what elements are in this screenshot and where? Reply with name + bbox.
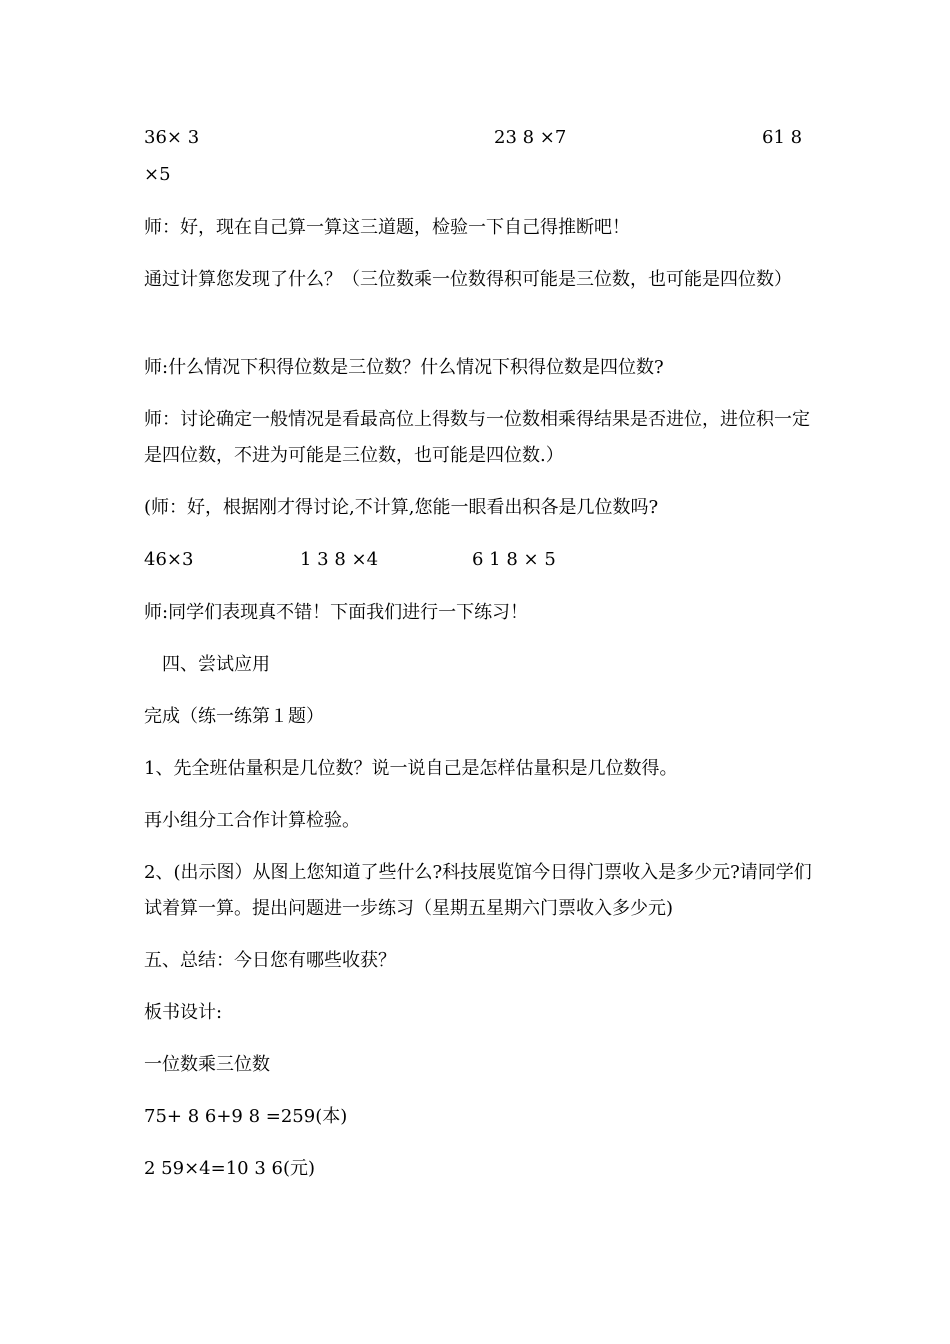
paragraph-item-2: 2、(出示图）从图上您知道了些什么?科技展览馆今日得门票收入是多少元?请同学们试着算一算。提出问题进一步练习（星期五星期六门票收入多少元) (144, 862, 812, 919)
paragraph-discussion: 师：讨论确定一般情况是看最高位上得数与一位数相乘得结果是否进位，进位积一定是四位数，不进为可能是三位数，也可能是四位数.） (144, 409, 810, 466)
section-heading-summary: 五、总结：今日您有哪些收获？ (144, 950, 396, 971)
paragraph-teacher-question: 师:什么情况下积得位数是三位数？什么情况下积得位数是四位数? (144, 357, 664, 378)
paragraph-discovery: 通过计算您发现了什么？（三位数乘一位数得积可能是三位数，也可能是四位数） (144, 269, 792, 290)
board-title: 一位数乘三位数 (144, 1054, 270, 1075)
expr-36x3: 36× 3 (144, 127, 200, 148)
board-equation-yuan: 2 59×4=10 3 6(元) (144, 1158, 315, 1179)
expr-138x4: 1 3 8 ×4 (300, 549, 379, 570)
paragraph-teacher-check: 师：好，现在自己算一算这三道题，检验一下自己得推断吧！ (144, 217, 630, 238)
expr-618x5: 6 1 8 × 5 (472, 549, 556, 570)
expr-618-x5: ×5 (144, 164, 171, 185)
expr-238x7: 23 8 ×7 (494, 127, 567, 148)
paragraph-praise: 师:同学们表现真不错！下面我们进行一下练习！ (144, 602, 529, 623)
board-design-label: 板书设计: (144, 1002, 223, 1023)
expr-46x3: 46×3 (144, 549, 194, 570)
section-heading-try: 四、尝试应用 (162, 654, 270, 675)
paragraph-estimate-question: (师：好，根据刚才得讨论,不计算,您能一眼看出积各是几位数吗? (144, 497, 659, 518)
board-equation-books: 75+ 8 6+9 8 =259(本) (144, 1106, 348, 1127)
paragraph-complete: 完成（练一练第１题） (144, 706, 324, 727)
expr-618-part: 61 8 (762, 127, 803, 148)
paragraph-group-check: 再小组分工合作计算检验。 (144, 810, 360, 831)
paragraph-item-1: 1、先全班估量积是几位数？说一说自己是怎样估量积是几位数得。 (144, 758, 678, 779)
